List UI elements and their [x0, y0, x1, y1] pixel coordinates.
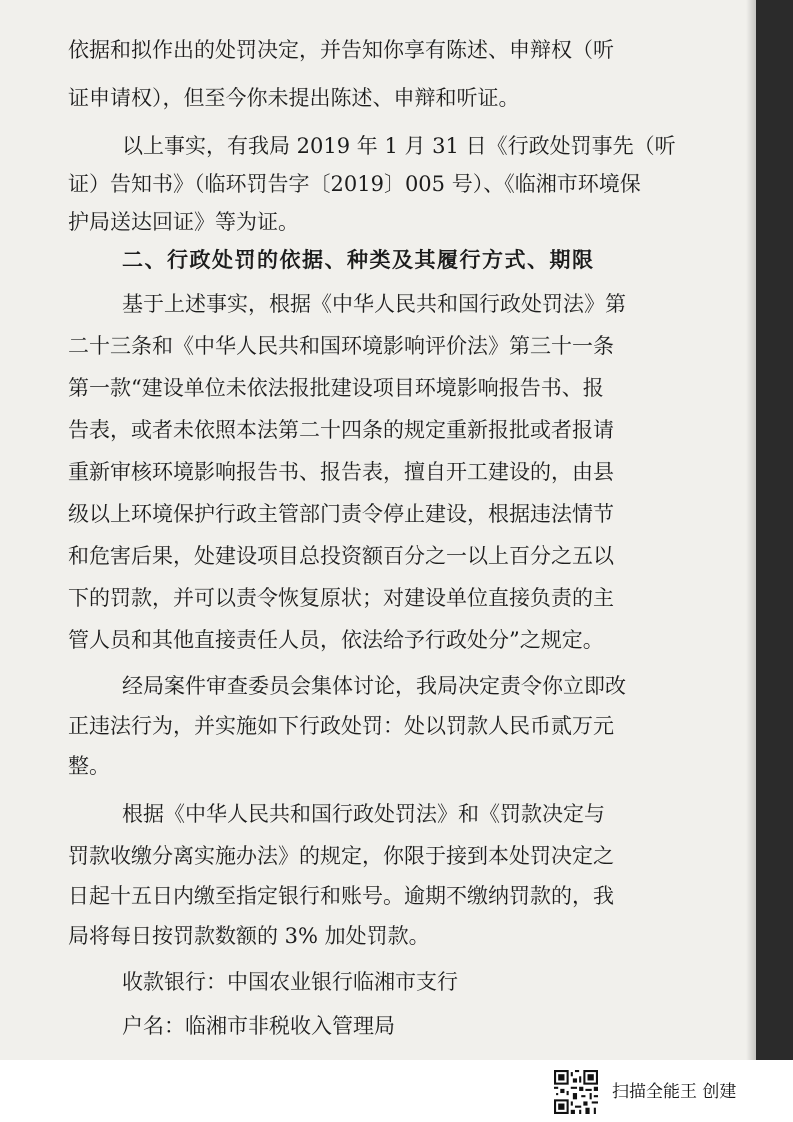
- text-line: 经局案件审查委员会集体讨论，我局决定责令你立即改: [122, 674, 626, 698]
- text-line: 护局送达回证》等为证。: [68, 210, 299, 234]
- text-line: 日起十五日内缴至指定银行和账号。逾期不缴纳罚款的，我: [68, 884, 614, 908]
- text-line: 第一款“建设单位未依法报批建设项目环境影响报告书、报: [68, 376, 604, 400]
- text-line: 和危害后果，处建设项目总投资额百分之一以上百分之五以: [68, 544, 614, 568]
- text-line: 二十三条和《中华人民共和国环境影响评价法》第三十一条: [68, 334, 614, 358]
- text-line: 重新审核环境影响报告书、报告表，擅自开工建设的，由县: [68, 460, 614, 484]
- text-line: 管人员和其他直接责任人员，依法给予行政处分”之规定。: [68, 628, 604, 652]
- text-line: 级以上环境保护行政主管部门责令停止建设，根据违法情节: [68, 502, 614, 526]
- text-line: 告表，或者未依照本法第二十四条的规定重新报批或者报请: [68, 418, 614, 442]
- qr-code-icon: [554, 1070, 598, 1114]
- scanner-watermark: 扫描全能王 创建: [612, 1082, 737, 1102]
- text-line: 正违法行为，并实施如下行政处罚：处以罚款人民币贰万元: [68, 714, 614, 738]
- text-line: 证）告知书》（临环罚告字〔2019〕005 号）、《临湘市环境保: [68, 172, 641, 196]
- text-line: 罚款收缴分离实施办法》的规定，你限于接到本处罚决定之: [68, 844, 614, 868]
- text-line: 依据和拟作出的处罚决定，并告知你享有陈述、申辩权（听: [68, 38, 614, 62]
- section-heading: 二、行政处罚的依据、种类及其履行方式、期限: [122, 248, 595, 272]
- text-line: 下的罚款，并可以责令恢复原状；对建设单位直接负责的主: [68, 586, 614, 610]
- text-line: 整。: [68, 754, 110, 778]
- text-line: 户名：临湘市非税收入管理局: [122, 1014, 395, 1038]
- text-line: 证申请权），但至今你未提出陈述、申辩和听证。: [68, 86, 520, 110]
- text-line: 根据《中华人民共和国行政处罚法》和《罚款决定与: [122, 802, 605, 826]
- text-line: 基于上述事实，根据《中华人民共和国行政处罚法》第: [122, 292, 626, 316]
- text-line: 以上事实，有我局 2019 年 1 月 31 日《行政处罚事先（听: [122, 134, 676, 158]
- scan-edge: [756, 0, 793, 1060]
- footer: [0, 1060, 793, 1122]
- text-line: 局将每日按罚款数额的 3% 加处罚款。: [68, 924, 430, 948]
- text-line: 收款银行：中国农业银行临湘市支行: [122, 970, 458, 994]
